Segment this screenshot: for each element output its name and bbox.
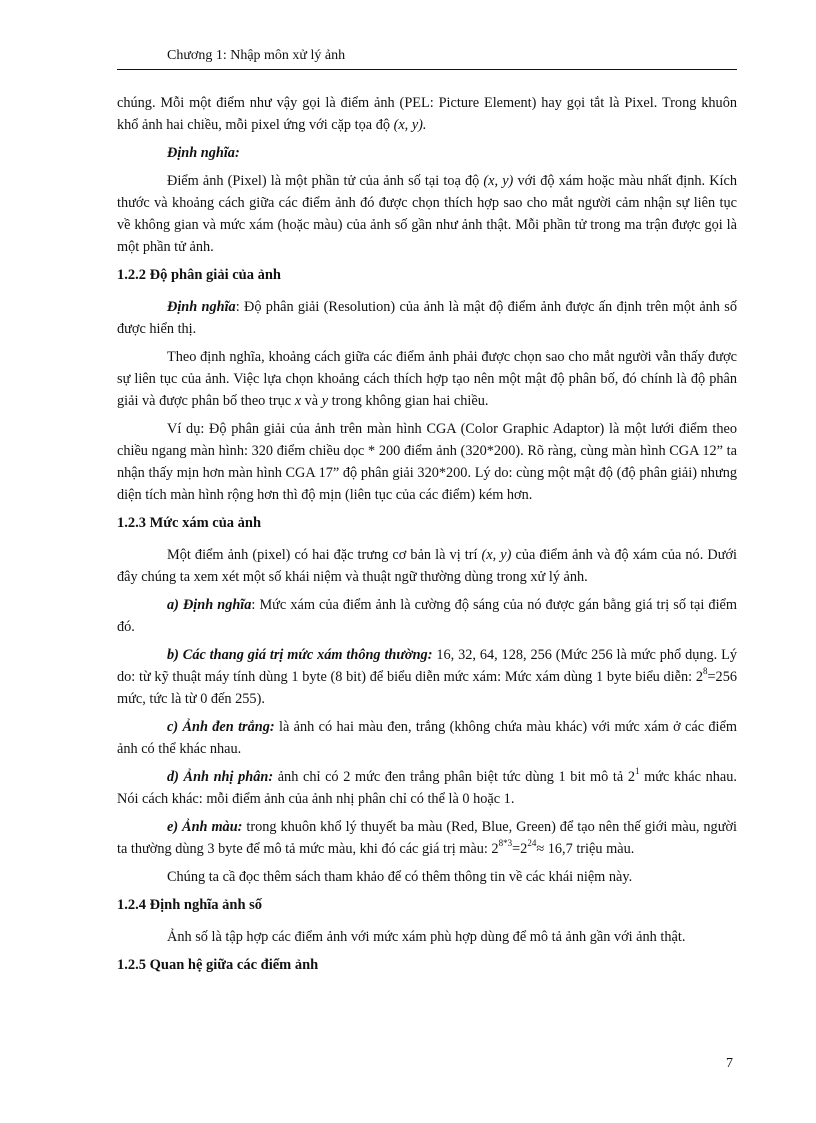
digital-image-definition-paragraph: Ảnh số là tập hợp các điểm ảnh với mức xám phù hợp dùng để mô tả ảnh gần với ảnh thật.: [167, 929, 686, 945]
page-header: [117, 47, 737, 65]
section-heading-1-2-2: 1.2.2 Độ phân giải của ảnh: [117, 267, 281, 283]
resolution-definition-paragraph: Định nghĩa: Độ phân giải (Resolution) của ảnh là mật độ điểm ảnh được ấn định trên một ảnh số được hiển thị.: [117, 299, 737, 337]
header-rule: [117, 69, 737, 70]
resolution-paragraph: Theo định nghĩa, khoảng cách giữa các điểm ảnh phải được chọn sao cho mắt người vẫn thấy được sự liên tục của ảnh. Việc lựa chọn khoảng cách thích hợp tạo nên một mật độ phân bố, đó chính là độ phân giải và được phân bố theo trục x và y trong không gian hai chiều.: [117, 349, 737, 409]
gray-level-closing-paragraph: Chúng ta cầ đọc thêm sách tham khảo để có thêm thông tin về các khái niệm này.: [167, 869, 633, 885]
chapter-title: Chương 1: Nhập môn xử lý ảnh: [167, 48, 346, 63]
resolution-example-paragraph: Ví dụ: Độ phân giải của ảnh trên màn hình CGA (Color Graphic Adaptor) là một lưới điểm theo chiều ngang màn hình: 320 điểm chiều dọc * 200 điểm ảnh (320*200). Rõ ràng, cùng màn hình CGA 12” ta nhận thấy mịn hơn màn hình CGA 17” độ phân giải 320*200. Lý do: cùng một mật độ (độ phân giải) nhưng diện tích màn hình rộng hơn thì độ mịn (liên tục của các điểm) kém hơn.: [117, 421, 737, 503]
definition-label: Định nghĩa:: [167, 145, 240, 161]
page-content: [117, 92, 737, 986]
section-heading-1-2-3: 1.2.3 Mức xám của ảnh: [117, 515, 262, 531]
intro-paragraph: chúng. Mỗi một điểm như vậy gọi là điểm ảnh (PEL: Picture Element) hay gọi tắt là Pixel. Trong khuôn khổ ảnh hai chiều, mỗi pixel ứng với cặp tọa độ (x, y).: [117, 95, 737, 133]
gray-level-item-a: a) Định nghĩa: Mức xám của điểm ảnh là cường độ sáng của nó được gán bằng giá trị số tại điểm đó.: [117, 597, 738, 635]
section-heading-1-2-4: 1.2.4 Định nghĩa ảnh số: [117, 897, 263, 913]
page-number: 7: [726, 1056, 733, 1071]
gray-level-intro-paragraph: Một điểm ảnh (pixel) có hai đặc trưng cơ bản là vị trí (x, y) của điểm ảnh và độ xám của nó. Dưới đây chúng ta xem xét một số khái niệm và thuật ngữ thường dùng trong xử lý ảnh.: [117, 547, 737, 585]
gray-level-item-d: d) Ảnh nhị phân: ảnh chỉ có 2 mức đen trắng phân biệt tức dùng 1 bit mô tả $2^1$ mức khác nhau. Nói cách khác: mỗi điểm ảnh của ảnh nhị phân chỉ có thể là 0 hoặc 1.: [117, 766, 737, 807]
gray-level-item-c: c) Ảnh đen trắng: là ảnh có hai màu đen, trắng (không chứa màu khác) với mức xám ở các điểm ảnh có thể khác nhau.: [117, 719, 737, 757]
gray-level-item-b: b) Các thang giá trị mức xám thông thường: 16, 32, 64, 128, 256 (Mức 256 là mức phổ dụng. Lý do: từ kỹ thuật máy tính dùng 1 byte (8 bit) để biểu diễn mức xám: Mức xám dùng 1 byte biểu diễn: $2^8=256$ mức, tức là từ 0 đến 255).: [117, 647, 737, 707]
gray-level-item-e: e) Ảnh màu: trong khuôn khổ lý thuyết ba màu (Red, Blue, Green) để tạo nên thế giới màu, người ta thường dùng 3 byte để mô tả mức màu, khi đó các giá trị màu: $2^{8*3}=2^{24}\approx 16,7$ triệu màu.: [117, 819, 737, 857]
pixel-definition-paragraph: Điểm ảnh (Pixel) là một phần tử của ảnh số tại toạ độ (x, y) với độ xám hoặc màu nhất định. Kích thước và khoảng cách giữa các điểm ảnh đó được chọn thích hợp sao cho mắt người cảm nhận sự liên tục về không gian và mức xám (hoặc màu) của ảnh số gần như ảnh thật. Mỗi phần tử trong ma trận được gọi là một phần tử ảnh.: [117, 173, 737, 255]
section-heading-1-2-5: 1.2.5 Quan hệ giữa các điểm ảnh: [117, 957, 319, 973]
